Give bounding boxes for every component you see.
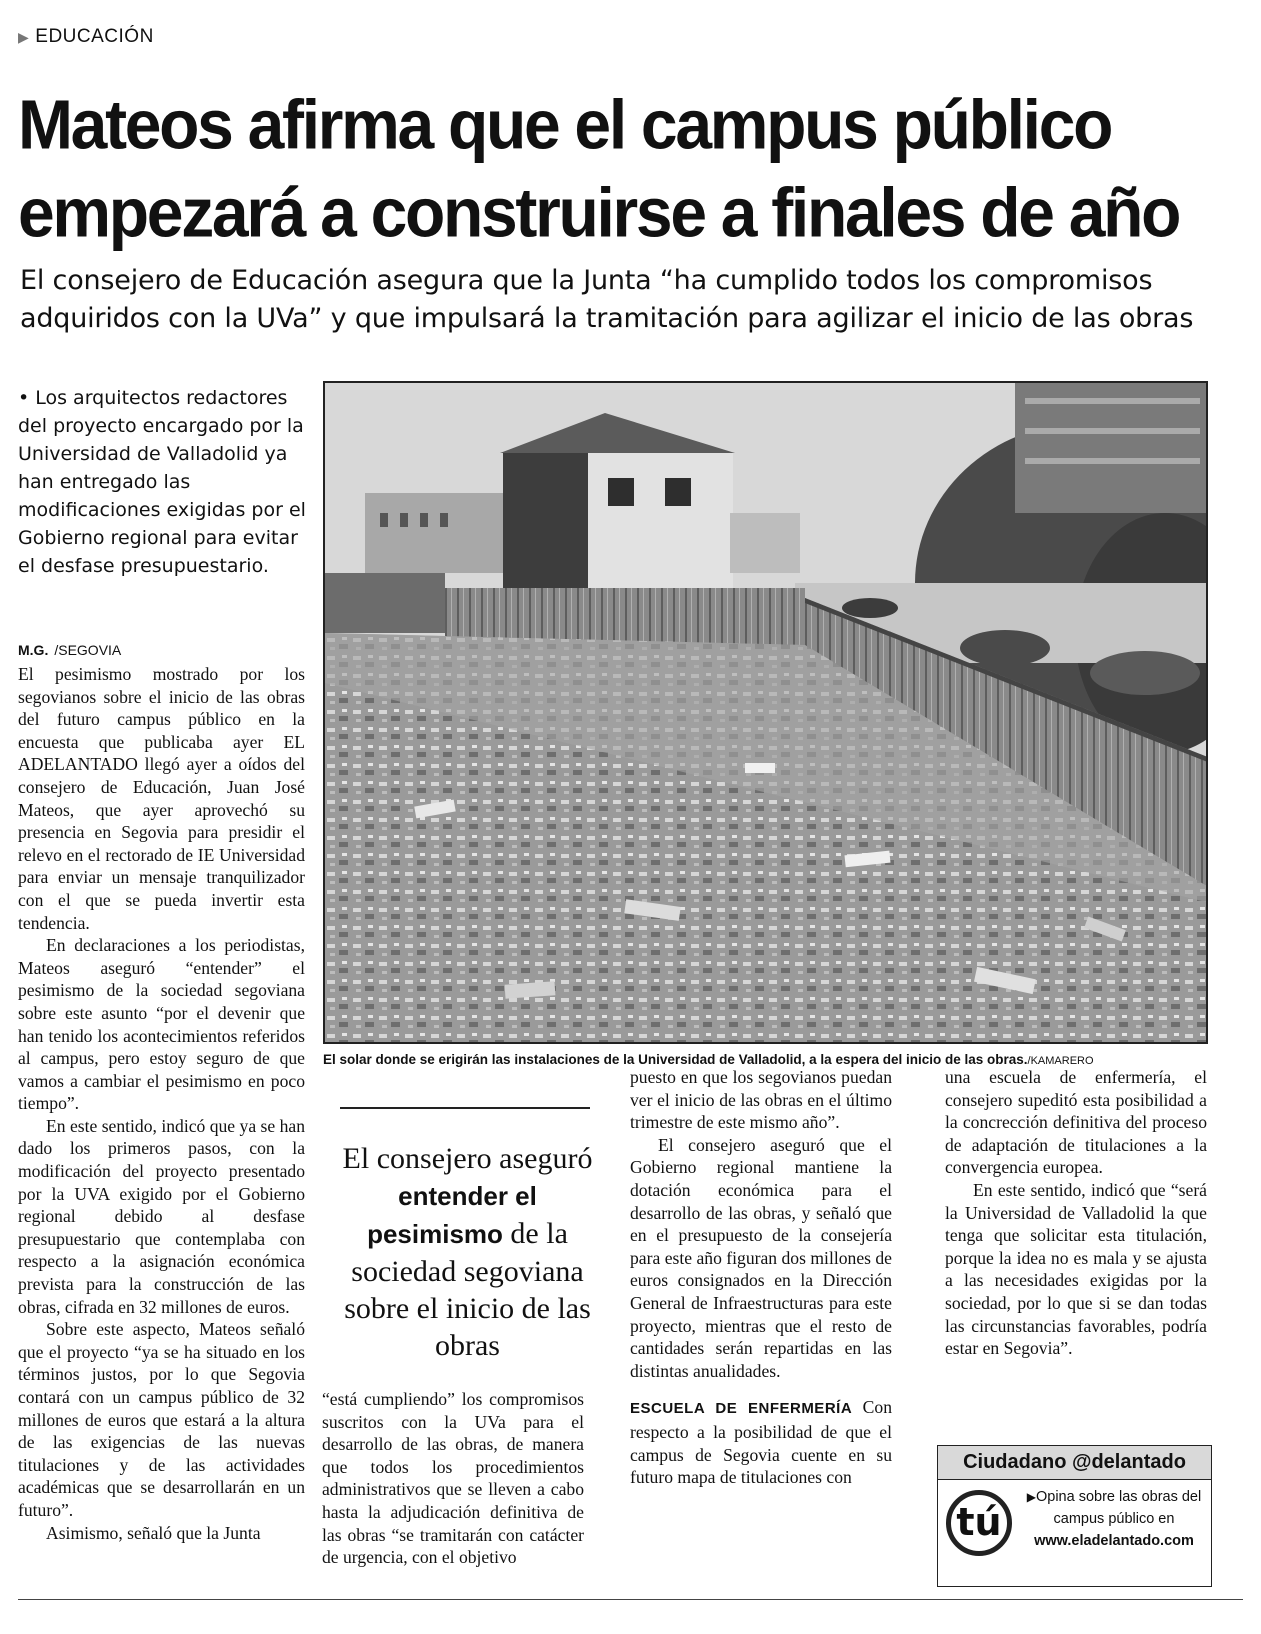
byline <box>18 642 121 658</box>
headline <box>18 80 1238 256</box>
section-name: EDUCACIÓN <box>35 26 154 47</box>
body-paragraph: puesto en que los segovianos puedan ver el inicio de las obras en el último trimestre de este mismo año”. <box>630 1067 892 1133</box>
page-bottom-rule <box>18 1599 1243 1600</box>
headline-line-1: Mateos afirma que el campus público <box>18 85 1112 163</box>
pull-quote <box>335 1140 600 1364</box>
promo-message: Opina sobre las obras del campus público en <box>1035 1489 1202 1527</box>
body-paragraph: En este sentido, indicó que ya se han dado los primeros pasos, con la modificación del proyecto presentado por la UVA exigido por el Gobierno regional debido al desfase presupuestario que contemplaba con respecto a la asignación económica prevista para la construcción de las obras, cifrada en 32 millones de euros. <box>18 1115 305 1317</box>
body-paragraph: El consejero aseguró que el Gobierno regional mantiene la dotación económica para el desarrollo de las obras, y señaló que en el presupuesto de la consejería para este año figuran dos millones de euros consignados en la Dirección General de Infraestructuras para este proyecto, mientras que el resto de cantidades serán repartidas en las distintas anualidades. <box>630 1134 892 1381</box>
body-column-3 <box>630 1066 892 1489</box>
promo-text <box>1024 1486 1204 1552</box>
subheadline <box>20 262 1240 338</box>
body-paragraph: Sobre este aspecto, Mateos señaló que el proyecto “ya se ha situado en los términos justos, por lo que Segovia contará con un campus público de 32 millones de euros que estará a la altura de las exigencias de las nuevas titulaciones y de las actividades académicas que se desarrollarán en un futuro”. <box>18 1319 305 1520</box>
body-paragraph-text: Con respecto a la posibilidad de que el campus de Segovia cuente en su futuro mapa de titulaciones con <box>630 1397 892 1488</box>
byline-place: /SEGOVIA <box>54 642 122 658</box>
body-paragraph: El pesimismo mostrado por los segovianos sobre el inicio de las obras del futuro campus público en la encuesta que publicaba ayer EL ADELANTADO llegó ayer a oídos del consejero de Educación, Juan José Mateos, que ayer aprovechó su presencia en Segovia para presidir el relevo en el rectorado de IE Universidad para enviar un mensaje tranquilizador con el que se pueda invertir esta tendencia. <box>18 664 305 933</box>
pullquote-post: de la sociedad segoviana sobre el inicio de las obras <box>344 1217 591 1362</box>
body-paragraph: “está cumpliendo” los compromisos suscritos con la UVa para el desarrollo de las obras, de manera que todos los procedimientos administrativos que se lleven a cabo hasta la adjudicación definitiva de las obras “se tramitarán con catácter de urgencia, con el objetivo <box>322 1389 584 1568</box>
body-paragraph: una escuela de enfermería, el consejero supeditó esta posibilidad a la concrección definitiva del proceso de adaptación de titulaciones a la convergencia europea. <box>945 1067 1207 1178</box>
body-column-1 <box>18 663 305 1544</box>
body-column-4 <box>945 1066 1207 1360</box>
triangle-right-icon: ▶ <box>1026 1490 1036 1504</box>
promo-title: Ciudadano @delantado <box>938 1446 1211 1480</box>
section-label <box>18 26 154 48</box>
pullquote-emphasis: entender el pesimismo <box>367 1181 537 1249</box>
pullquote-rule <box>340 1107 590 1109</box>
body-paragraph-with-subhead <box>630 1396 892 1488</box>
construction-site-photo <box>325 383 1208 1044</box>
lead-summary: • Los arquitectos redactores del proyecto encargado por la Universidad de Valladolid ya han entregado las modificaciones exigidas por el Gobierno regional para evitar el desfase presupuestario. <box>18 387 306 577</box>
subheadline-line-2: adquiridos con la UVa” y que impulsará la tramitación para agilizar el inicio de las obras <box>20 303 1194 334</box>
photo-caption <box>323 1052 1213 1067</box>
body-column-2 <box>322 1388 584 1569</box>
headline-line-2: empezará a construirse a finales de año <box>18 173 1180 252</box>
section-marker-icon: ▶ <box>18 29 30 45</box>
byline-author: M.G. <box>18 642 49 658</box>
promo-url-link[interactable]: www.eladelantado.com <box>1034 1533 1194 1549</box>
pullquote-pre: El consejero aseguró <box>342 1142 593 1175</box>
reader-promo-box <box>937 1445 1212 1587</box>
body-paragraph: Asimismo, señaló que la Junta <box>46 1522 261 1543</box>
photo-credit: /KAMARERO <box>1027 1055 1094 1067</box>
section-subhead: ESCUELA DE ENFERMERÍA <box>630 1400 853 1418</box>
subheadline-line-1: El consejero de Educación asegura que la Junta “ha cumplido todos los compromisos <box>20 265 1153 296</box>
caption-text: El solar donde se erigirán las instalaciones de la Universidad de Valladolid, a la espera del inicio de las obras. <box>323 1052 1028 1067</box>
news-photo <box>323 381 1208 1044</box>
tu-logo: tú <box>946 1490 1012 1556</box>
body-paragraph: En este sentido, indicó que “será la Universidad de Valladolid la que tenga que solicitar esta titulación, porque la idea no es mala y se ajusta a las necesidades exigidas por la sociedad, por lo que si se dan todas las circunstancias favorables, podría estar en Segovia”. <box>945 1179 1207 1359</box>
body-paragraph: En declaraciones a los periodistas, Mateos aseguró “entender” el pesimismo de la sociedad segoviana sobre este asunto “por el devenir que han tenido los acontecimientos referidos al campus, pero estoy seguro de que vamos a cambiar el pesimismo en poco tiempo”. <box>18 935 305 1114</box>
